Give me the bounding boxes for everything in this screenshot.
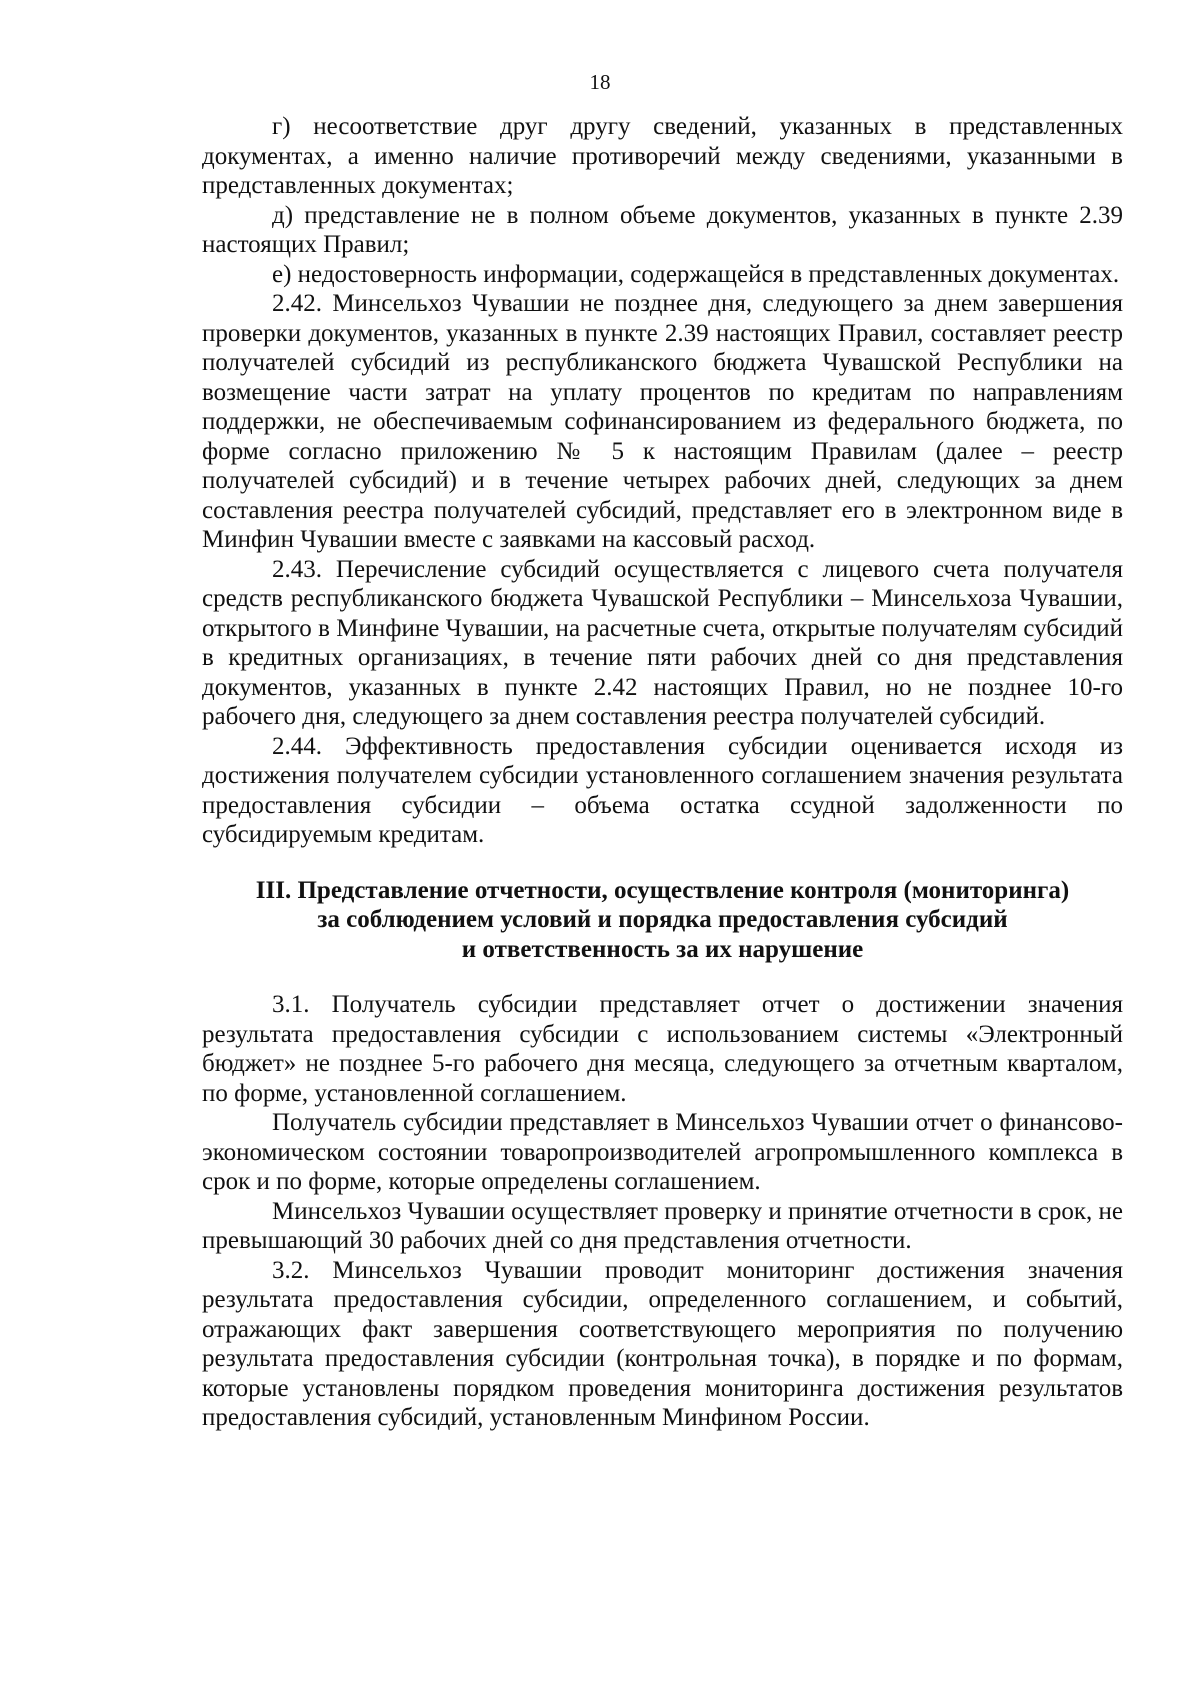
section-heading-line-3: и ответственность за их нарушение [461,935,864,963]
page-number: 18 [589,70,611,94]
document-body [202,112,1123,1433]
paragraph-2-44: 2.44. Эффективность предоставления субсидии оценивается исходя из достижения получателем субсидии установленного соглашением значения результата предоставления субсидии – объема остатка ссудной задолженности по субсидируемым кредитам. [202,732,1123,848]
paragraph-item-g: г) несоответствие друг другу сведений, указанных в представленных документах, а именно наличие противоречий между сведениями, указанными в представленных документах; [202,113,1123,199]
paragraph-2-42: 2.42. Минсельхоз Чувашии не позднее дня, следующего за днем завершения проверки документов, указанных в пункте 2.39 настоящих Правил, составляет реестр получателей субсидий из республиканского бюджета Чувашской Республики на возмещение части затрат на уплату процентов по кредитам по направлениям поддержки, не обеспечиваемым софинансированием из федерального бюджета, по форме согласно приложению № 5 к настоящим Правилам (далее – реестр получателей субсидий) и в течение четырех рабочих дней, следующих за днем составления реестра получателей субсидий, представляет его в электронном виде в Минфин Чувашии вместе с заявками на кассовый расход. [202,290,1123,553]
paragraph-item-d: д) представление не в полном объеме документов, указанных в пункте 2.39 настоящих Правил; [202,201,1123,258]
paragraph-2-43: 2.43. Перечисление субсидий осуществляется с лицевого счета получателя средств республиканского бюджета Чувашской Республики – Минсельхоза Чувашии, открытого в Минфине Чувашии, на расчетные счета, открытые получателям субсидий в кредитных организациях, в течение пяти рабочих дней со дня представления документов, указанных в пункте 2.42 настоящих Правил, но не позднее 10-го рабочего дня, следующего за днем составления реестра получателей субсидий. [202,555,1123,730]
paragraph-3-2: 3.2. Минсельхоз Чувашии проводит мониторинг достижения значения результата предоставления субсидии, определенного соглашением, и событий, отражающих факт завершения соответствующего мероприятия по получению результата предоставления субсидии (контрольная точка), в порядке и по формам, которые установлены порядком проведения мониторинга достижения результатов предоставления субсидий, установленным Минфином России. [202,1256,1123,1431]
section-heading [202,876,1123,965]
paragraph-report-financial: Получатель субсидии представляет в Минсельхоз Чувашии отчет о финансово-экономическом состоянии товаропроизводителей агропромышленного комплекса в срок и по форме, которые определены соглашением. [202,1109,1123,1195]
paragraph-3-1: 3.1. Получатель субсидии представляет отчет о достижении значения результата предоставления субсидии с использованием системы «Электронный бюджет» не позднее 5-го рабочего дня месяца, следующего за отчетным кварталом, по форме, установленной соглашением. [202,991,1123,1107]
section-heading-line-2: за соблюдением условий и порядка предоставления субсидий [317,906,1008,933]
paragraph-item-e: е) недостоверность информации, содержащейся в представленных документах. [272,260,1120,288]
section-heading-line-1: III. Представление отчетности, осуществление контроля (мониторинга) [255,876,1070,904]
paragraph-report-check: Минсельхоз Чувашии осуществляет проверку и принятие отчетности в срок, не превышающий 30 рабочих дней со дня представления отчетности. [202,1197,1123,1254]
